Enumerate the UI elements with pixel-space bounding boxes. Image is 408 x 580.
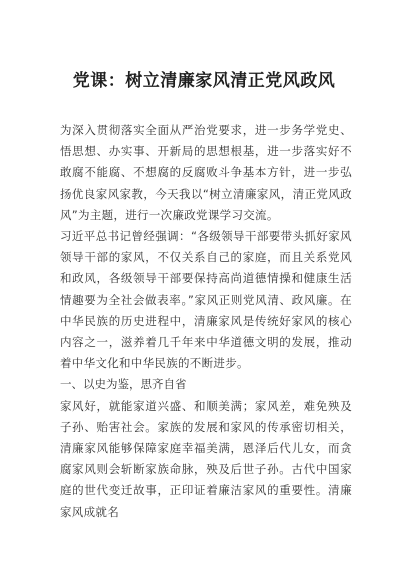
section-heading: 一、以史为鉴，思齐自省 [60, 377, 187, 392]
document-title: 党课：树立清廉家风清正党风政风 [72, 71, 336, 91]
document-body [60, 120, 352, 523]
paragraph-section-1: 家风好，就能家道兴盛、和顺美满；家风差，难免殃及子孙、贻害社会。家族的发展和家风的传承密切相关，清廉家风能够保障家庭幸福美满，恩泽后代儿女，而贪腐家风则会斩断家族命脉，殃及后世子孙。古代中国家庭的世代变迁故事，正印证着廉洁家风的重要性。清廉家风成就名 [60, 398, 352, 519]
paragraph-intro: 为深入贯彻落实全面从严治党要求，进一步务学党史、悟思想、办实事、开新局的思想根基，进一步落实好不敢腐不能腐、不想腐的反腐败斗争基本方针，进一步弘扬优良家风家教，今天我以“树立清廉家风，清正党风政风”为主题，进行一次廉政党课学习交流。 [60, 123, 352, 222]
paragraph-quote: 习近平总书记曾经强调：“各级领导干部要带头抓好家风领导干部的家风，不仅关系自己的家庭，而且关系党风和政风，各级领导干部要保持高尚道德情操和健康生活情趣要为全社会做表率。”家风正则党风清、政风廉。在中华民族的历史进程中，清廉家风是传统好家风的核心内容之一，滋养着几千年来中华道德文明的发展，推动着中华文化和中华民族的不断进步。 [60, 229, 352, 371]
